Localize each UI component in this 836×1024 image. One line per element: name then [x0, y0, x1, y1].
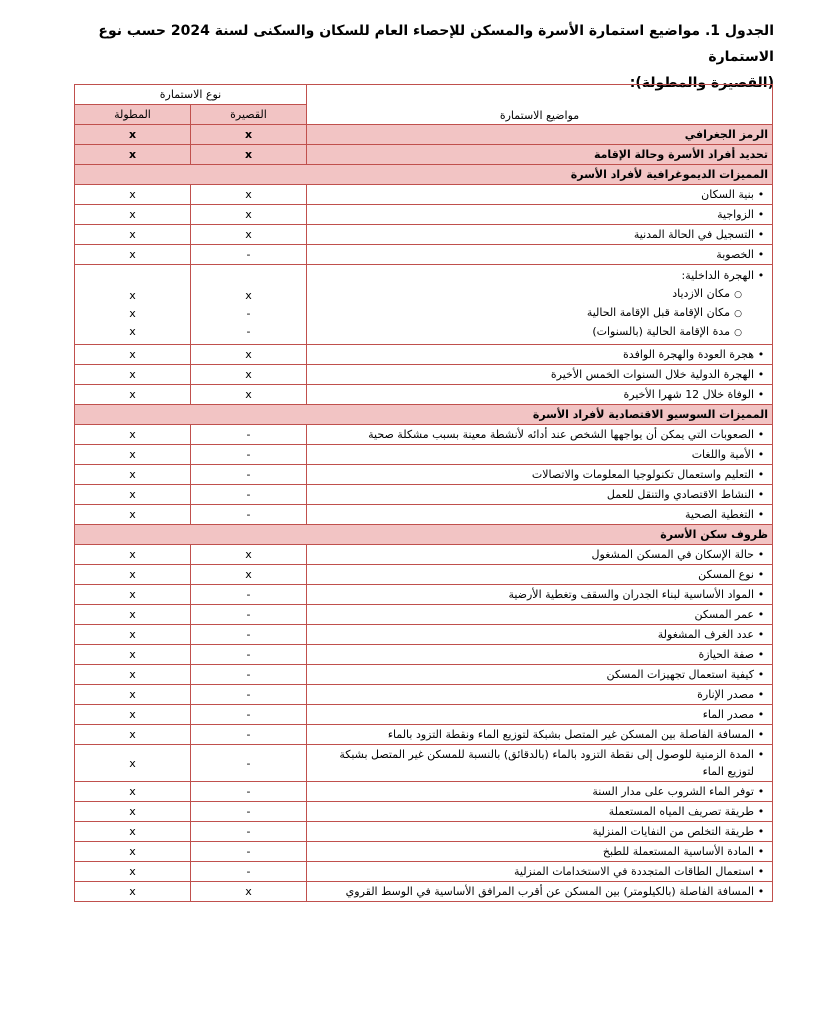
table-row [75, 205, 773, 225]
long-mark: x [75, 245, 191, 265]
bullet-icon: • [757, 388, 765, 401]
table-row [75, 425, 773, 445]
table-row [75, 565, 773, 585]
row-label: الهجرة الداخلية: [681, 269, 754, 282]
short-mark: - [191, 445, 307, 465]
bullet-icon: • [757, 188, 765, 201]
row-label: مصدر الإنارة [697, 688, 754, 701]
long-mark: x [75, 205, 191, 225]
long-mark: x [75, 425, 191, 445]
bullet-icon: • [757, 468, 765, 481]
bullet-icon: • [757, 568, 765, 581]
long-mark: x [75, 365, 191, 385]
long-mark: x [75, 445, 191, 465]
bullet-icon: • [757, 885, 765, 898]
short-mark: - [191, 725, 307, 745]
short-mark: x [191, 145, 307, 165]
row-label: استعمال الطاقات المتجددة في الاستخدامات المنزلية [513, 865, 754, 878]
row-label: تحديد أفراد الأسرة وحالة الإقامة [307, 145, 773, 165]
row-label: نوع المسكن [698, 568, 754, 581]
row-label: بنية السكان [701, 188, 754, 201]
short-mark: - [191, 605, 307, 625]
header-form-type: نوع الاستمارة [75, 85, 307, 105]
short-mark: - [191, 802, 307, 822]
long-mark: x [75, 822, 191, 842]
row-label: النشاط الاقتصادي والتنقل للعمل [606, 488, 754, 501]
header-topics: مواضيع الاستمارة [307, 85, 773, 125]
bullet-icon: • [757, 825, 765, 838]
bullet-icon: • [757, 688, 765, 701]
bullet-icon: • [757, 588, 765, 601]
long-mark: x [75, 605, 191, 625]
table-row [75, 625, 773, 645]
short-mark: x [191, 345, 307, 365]
short-mark: - [191, 685, 307, 705]
short-mark: - [191, 705, 307, 725]
short-mark: - [191, 625, 307, 645]
long-mark: x [75, 705, 191, 725]
row-label: حالة الإسكان في المسكن المشغول [591, 548, 754, 561]
bullet-icon: • [757, 845, 765, 858]
short-mark: x [191, 185, 307, 205]
row-label: كيفية استعمال تجهيزات المسكن [606, 668, 754, 681]
sub-row-label: مدة الإقامة الحالية (بالسنوات) [592, 325, 730, 338]
row-label: الهجرة الدولية خلال السنوات الخمس الأخيرة [550, 368, 754, 381]
long-mark: x [75, 745, 191, 782]
table-row [75, 822, 773, 842]
short-mark: - [191, 425, 307, 445]
table-row [75, 725, 773, 745]
table-row [75, 882, 773, 902]
circle-bullet-icon: ○ [734, 328, 742, 338]
table-row [75, 245, 773, 265]
short-mark: - [191, 585, 307, 605]
table-row [75, 385, 773, 405]
bullet-icon: • [757, 208, 765, 221]
long-mark: x [75, 645, 191, 665]
long-mark: x [129, 306, 136, 320]
table-row [75, 605, 773, 625]
table-row [75, 485, 773, 505]
section-label: المميزات السوسيو الاقتصادية لأفراد الأسرة [75, 405, 773, 425]
row-label: مصدر الماء [702, 708, 754, 721]
bullet-icon: • [757, 368, 765, 381]
table-row [75, 365, 773, 385]
table-row-household-members [75, 145, 773, 165]
table-row [75, 585, 773, 605]
section-label: ظروف سكن الأسرة [75, 525, 773, 545]
bullet-icon: • [757, 428, 765, 441]
short-mark: x [191, 365, 307, 385]
sub-row-label: مكان الإقامة قبل الإقامة الحالية [586, 306, 730, 319]
bullet-icon: • [757, 728, 765, 741]
table-row-geo-code [75, 125, 773, 145]
row-label: المسافة الفاصلة بين المسكن غير المتصل بشبكة لتوزيع الماء ونقطة التزود بالماء [387, 728, 754, 741]
long-mark: x [75, 485, 191, 505]
long-mark: x [75, 185, 191, 205]
long-mark: x [129, 288, 136, 302]
row-label: عدد الغرف المشغولة [657, 628, 754, 641]
long-mark: x [75, 685, 191, 705]
short-mark: - [191, 245, 307, 265]
row-label-continued: لتوزيع الماء [702, 765, 754, 778]
row-label: صفة الحيازة [698, 648, 754, 661]
table-row [75, 185, 773, 205]
short-mark: - [191, 465, 307, 485]
long-mark: x [75, 565, 191, 585]
circle-bullet-icon: ○ [734, 309, 742, 319]
section-label: المميزات الديموغرافية لأفراد الأسرة [75, 165, 773, 185]
bullet-icon: • [757, 248, 765, 261]
table-row [75, 225, 773, 245]
row-label: الوفاة خلال 12 شهرا الأخيرة [623, 388, 754, 401]
table-row [75, 665, 773, 685]
short-mark: x [245, 288, 252, 302]
short-mark: - [191, 665, 307, 685]
bullet-icon: • [757, 448, 765, 461]
table-row [75, 802, 773, 822]
row-label: توفر الماء الشروب على مدار السنة [592, 785, 754, 798]
bullet-icon: • [757, 628, 765, 641]
short-mark: - [191, 745, 307, 782]
long-mark: x [75, 125, 191, 145]
short-mark: x [191, 125, 307, 145]
short-mark: - [246, 324, 251, 338]
caption-line-1: الجدول 1. مواضيع استمارة الأسرة والمسكن للإحصاء العام للسكان والسكنى لسنة 2024 حسب نوع الاستمارة [98, 23, 774, 65]
long-mark: x [75, 842, 191, 862]
short-mark: - [191, 485, 307, 505]
row-label: التعليم واستعمال تكنولوجيا المعلومات والاتصالات [531, 468, 754, 481]
long-mark: x [75, 882, 191, 902]
bullet-icon: • [757, 785, 765, 798]
long-mark: x [75, 545, 191, 565]
caption-line-2: (القصيرة والمطولة): [629, 75, 774, 91]
header-row-1 [75, 85, 773, 105]
long-mark: x [129, 324, 136, 338]
long-mark: x [75, 505, 191, 525]
long-mark: x [75, 585, 191, 605]
table-row [75, 445, 773, 465]
short-mark: x [191, 385, 307, 405]
header-short: القصيرة [191, 105, 307, 125]
row-label: هجرة العودة والهجرة الوافدة [623, 348, 754, 361]
table-row [75, 705, 773, 725]
row-label: المسافة الفاصلة (بالكيلومتر) بين المسكن عن أقرب المرافق الأساسية في الوسط القروي [345, 885, 754, 898]
row-label: الأمية واللغات [691, 448, 754, 461]
row-label: الرمز الجغرافي [307, 125, 773, 145]
form-topics-table [74, 84, 773, 902]
table-row [75, 842, 773, 862]
row-label: التغطية الصحية [684, 508, 754, 521]
long-mark: x [75, 862, 191, 882]
section-housing [75, 525, 773, 545]
sub-row-label: مكان الازدياد [672, 287, 730, 300]
bullet-icon: • [757, 748, 765, 761]
header-long: المطولة [75, 105, 191, 125]
long-mark: x [75, 782, 191, 802]
row-label: التسجيل في الحالة المدنية [633, 228, 754, 241]
short-mark: x [191, 545, 307, 565]
table-row-water-time [75, 745, 773, 782]
bullet-icon: • [757, 708, 765, 721]
short-mark: x [191, 565, 307, 585]
short-mark: - [191, 505, 307, 525]
bullet-icon: • [757, 228, 765, 241]
long-mark: x [75, 145, 191, 165]
long-mark: x [75, 802, 191, 822]
table-row [75, 505, 773, 525]
bullet-icon: • [757, 648, 765, 661]
table-row-internal-migration [75, 265, 773, 345]
short-mark: - [191, 822, 307, 842]
long-mark: x [75, 665, 191, 685]
bullet-icon: • [757, 608, 765, 621]
table-row [75, 862, 773, 882]
table-row [75, 345, 773, 365]
short-mark: x [191, 882, 307, 902]
long-mark: x [75, 345, 191, 365]
bullet-icon: • [757, 548, 765, 561]
bullet-icon: • [757, 348, 765, 361]
row-label: الخصوبة [716, 248, 754, 261]
table-row [75, 782, 773, 802]
short-mark: - [246, 306, 251, 320]
long-mark: x [75, 465, 191, 485]
bullet-icon: • [757, 865, 765, 878]
row-label: المدة الزمنية للوصول إلى نقطة التزود بالماء (بالدقائق) بالنسبة للمسكن غير المتصل بشبكة [339, 748, 754, 761]
bullet-icon: • [757, 269, 765, 282]
table-row [75, 645, 773, 665]
short-mark: - [191, 842, 307, 862]
short-mark: - [191, 782, 307, 802]
table-row [75, 685, 773, 705]
long-mark: x [75, 225, 191, 245]
row-label: عمر المسكن [694, 608, 754, 621]
bullet-icon: • [757, 668, 765, 681]
long-mark: x [75, 625, 191, 645]
section-demographic [75, 165, 773, 185]
row-label: طريقة التخلص من النفايات المنزلية [592, 825, 754, 838]
bullet-icon: • [757, 508, 765, 521]
bullet-icon: • [757, 488, 765, 501]
circle-bullet-icon: ○ [734, 290, 742, 300]
short-mark: x [191, 225, 307, 245]
table-row [75, 465, 773, 485]
row-label: الصعوبات التي يمكن أن يواجهها الشخص عند أدائه لأنشطة معينة بسبب مشكلة صحية [368, 428, 754, 441]
section-socio-economic [75, 405, 773, 425]
long-mark: x [75, 385, 191, 405]
table-row [75, 545, 773, 565]
row-label: المواد الأساسية لبناء الجدران والسقف وتغطية الأرضية [508, 588, 754, 601]
bullet-icon: • [757, 805, 765, 818]
short-mark: x [191, 205, 307, 225]
long-mark: x [75, 725, 191, 745]
row-label: المادة الأساسية المستعملة للطبخ [602, 845, 754, 858]
row-label: طريقة تصريف المياه المستعملة [608, 805, 754, 818]
short-mark: - [191, 862, 307, 882]
short-mark: - [191, 645, 307, 665]
row-label: الزواجية [717, 208, 754, 221]
